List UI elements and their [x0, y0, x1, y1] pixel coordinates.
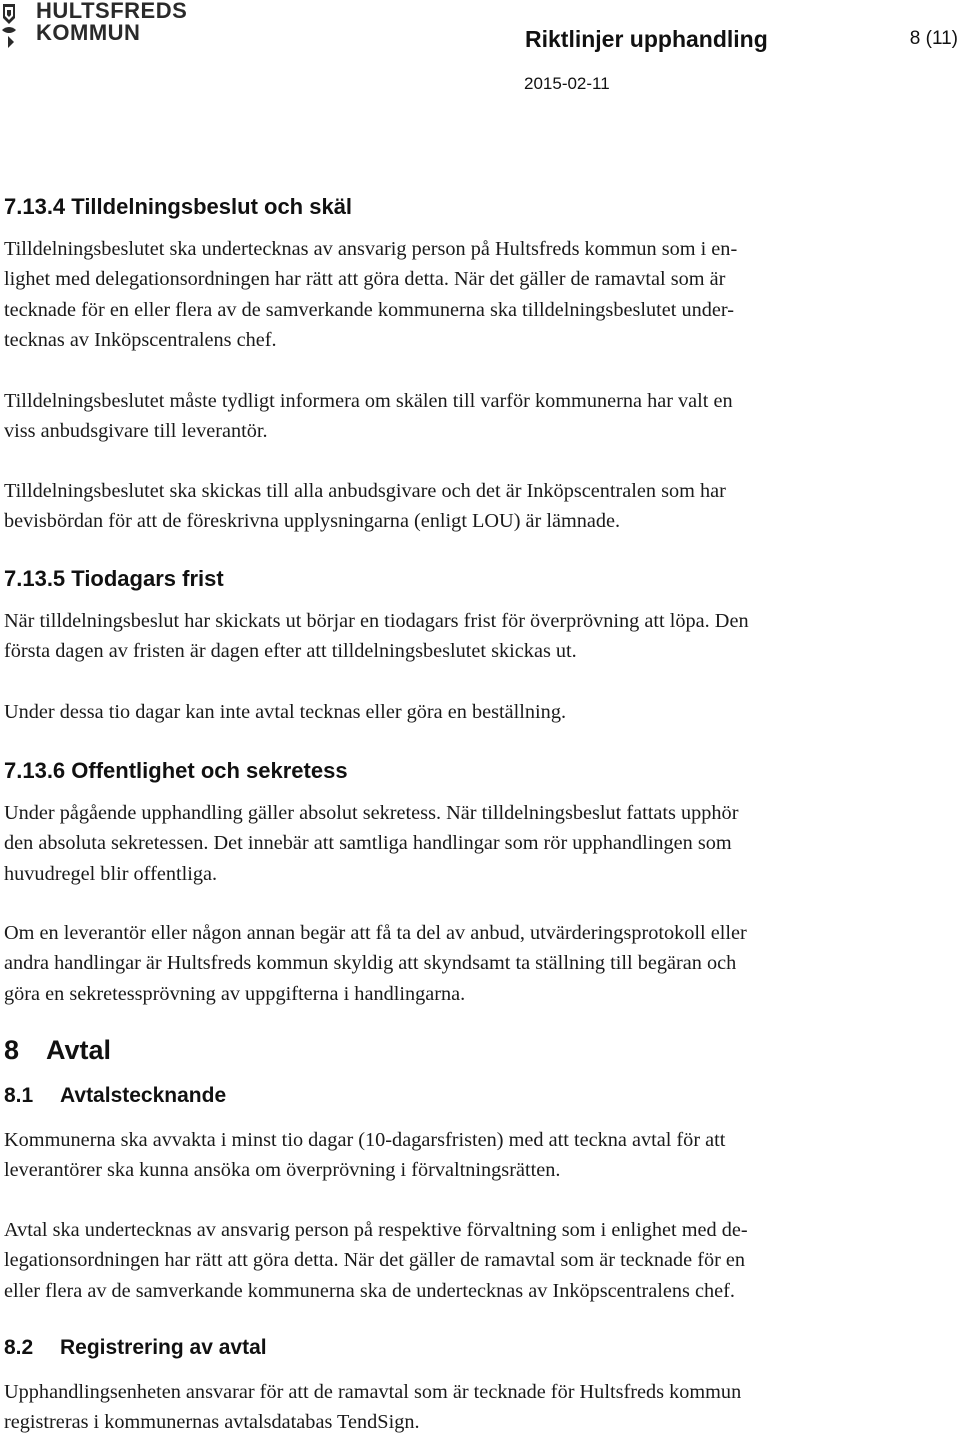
text-line: Kommunerna ska avvakta i minst tio dagar (10-dagarsfristen) med att teckna avtal för att — [4, 1129, 726, 1151]
chapter-heading-8 — [4, 1035, 904, 1066]
paragraph — [4, 798, 904, 889]
text-line: Tilldelningsbeslutet ska skickas till alla anbudsgivare och det är Inköpscentralen som har — [4, 480, 726, 502]
text-line: registreras i kommunernas avtalsdatabas TendSign. — [4, 1411, 420, 1434]
document-title: Riktlinjer upphandling — [525, 26, 768, 52]
paragraph — [4, 234, 904, 355]
logo-text-line2: KOMMUN — [36, 20, 141, 45]
section-heading-7-13-5: 7.13.5 Tiodagars frist — [4, 566, 224, 591]
paragraph — [4, 1377, 904, 1438]
section-heading-7-13-4: 7.13.4 Tilldelningsbeslut och skäl — [4, 194, 353, 219]
text-line: Under dessa tio dagar kan inte avtal tecknas eller göra en beställning. — [4, 701, 567, 723]
paragraph — [4, 1125, 904, 1186]
paragraph — [4, 918, 904, 1009]
coat-of-arms-icon — [0, 0, 34, 48]
text-line: huvudregel blir offentliga. — [4, 862, 218, 885]
section-title: Avtalstecknande — [60, 1084, 227, 1107]
text-line: andra handlingar är Hultsfreds kommun skyldig att skyndsamt ta ställning till begäran och — [4, 952, 737, 975]
section-number: 8.2 — [4, 1336, 34, 1359]
text-line: Avtal ska undertecknas av ansvarig person på respektive förvaltning som i enlighet med de- — [4, 1219, 748, 1241]
text-line: Upphandlingsenheten ansvarar för att de ramavtal som är tecknade för Hultsfreds kommun — [4, 1381, 742, 1403]
text-line: Om en leverantör eller någon annan begär att få ta del av anbud, utvärderingsprotokoll eller — [4, 922, 747, 944]
text-line: eller flera av de samverkande kommunerna ska de undertecknas av Inköpscentralens chef. — [4, 1279, 735, 1302]
text-line: första dagen av fristen är dagen efter att tilldelningsbeslutet skickas ut. — [4, 640, 577, 663]
text-line: legationsordningen har rätt att göra detta. När det gäller de ramavtal som är tecknade för en — [4, 1249, 746, 1272]
paragraph — [4, 697, 904, 727]
chapter-title: Avtal — [46, 1035, 112, 1065]
text-line: tecknade för en eller flera av de samverkande kommunerna ska tilldelningsbeslutet under- — [4, 298, 734, 321]
paragraph — [4, 476, 904, 537]
section-heading-7-13-6: 7.13.6 Offentlighet och sekretess — [4, 758, 348, 783]
page-number: 8 (11) — [909, 28, 958, 49]
text-line: lighet med delegationsordningen har rätt att göra detta. När det gäller de ramavtal som är — [4, 268, 726, 291]
text-line: När tilldelningsbeslut har skickats ut börjar en tiodagars frist för överprövning att löpa. Den — [4, 610, 749, 632]
text-line: Under pågående upphandling gäller absolut sekretess. När tilldelningsbeslut fattats upphör — [4, 802, 739, 824]
chapter-number: 8 — [4, 1035, 20, 1065]
text-line: tecknas av Inköpscentralens chef. — [4, 328, 277, 351]
page-header — [0, 0, 960, 110]
text-line: den absoluta sekretessen. Det innebär att samtliga handlingar som rör upphandlingen som — [4, 832, 732, 855]
document-date: 2015-02-11 — [524, 74, 610, 93]
section-number: 8.1 — [4, 1084, 34, 1107]
text-line: leverantörer ska kunna ansöka om överprövning i förvaltningsrätten. — [4, 1159, 561, 1182]
text-line: bevisbördan för att de föreskrivna upplysningarna (enligt LOU) är lämnade. — [4, 510, 621, 533]
paragraph — [4, 386, 904, 447]
paragraph — [4, 606, 904, 667]
logo-text-line1: HULTSFREDS — [36, 0, 188, 23]
paragraph — [4, 1215, 904, 1306]
text-line: göra en sekretessprövning av uppgifterna i handlingarna. — [4, 982, 466, 1005]
section-title: Registrering av avtal — [60, 1336, 267, 1359]
section-heading-8-1 — [4, 1084, 904, 1108]
text-line: Tilldelningsbeslutet måste tydligt informera om skälen till varför kommunerna har valt en — [4, 390, 733, 412]
text-line: viss anbudsgivare till leverantör. — [4, 420, 268, 443]
section-heading-8-2 — [4, 1336, 904, 1360]
municipality-logo — [0, 0, 190, 50]
text-line: Tilldelningsbeslutet ska undertecknas av ansvarig person på Hultsfreds kommun som i en- — [4, 238, 738, 260]
